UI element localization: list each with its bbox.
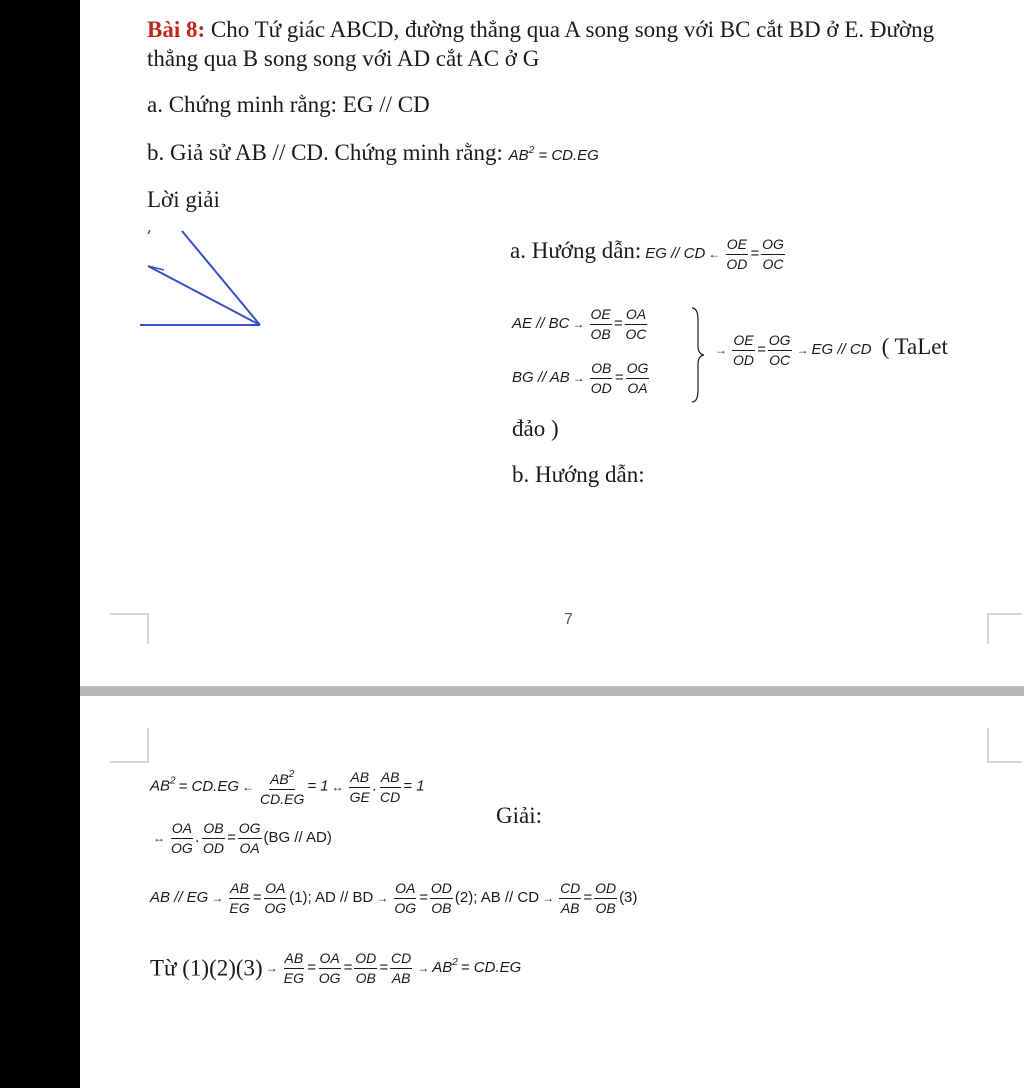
frac-oa-oc: $\frac{OA}{OC}$ [625, 306, 647, 342]
p2-dot: . [372, 777, 378, 795]
solution-heading: Lời giải [147, 187, 220, 212]
frac-og-oc: $\frac{OG}{OC}$ [762, 236, 784, 272]
p2l4-eq2: = [343, 959, 353, 977]
p2-line2 [150, 820, 332, 857]
page-divider [80, 686, 1024, 696]
p2l3-n3: (3) [619, 889, 638, 907]
conclusion-right: EG // CD [811, 341, 872, 359]
frac-og-oa-p2: $\frac{OG}{OA}$ [238, 820, 261, 856]
conclusion-arrow: → [715, 343, 727, 358]
eq-sign: = [757, 341, 766, 359]
part-b [147, 140, 599, 166]
p2l4-arrow2: → [417, 961, 430, 976]
left-black-bar [0, 0, 80, 1088]
frac-oe-od: $\frac{OE}{OD}$ [726, 236, 748, 272]
page-corner-bottom-right [986, 612, 1024, 646]
p2-arrow: ← [242, 779, 255, 794]
p2l3-eq1: = [252, 889, 262, 907]
guide-a-row2 [512, 360, 651, 397]
page-corner-top-right [986, 726, 1024, 764]
figure-tick [148, 230, 150, 234]
p2-iff: ↔ [331, 779, 344, 794]
guide-a-header [510, 236, 787, 273]
frac-ob-od: $\frac{OB}{OD}$ [590, 360, 612, 396]
p2l4-eq3: = [379, 959, 389, 977]
p2l3-a2: → [376, 891, 389, 906]
frac-og-oc-2: $\frac{OG}{OC}$ [768, 332, 791, 368]
p2l4-exp: 2 [452, 957, 458, 969]
p2l4-arrow: → [265, 961, 278, 976]
p2-exp: 2 [170, 775, 176, 787]
brace-icon [690, 306, 710, 404]
page-number: 7 [564, 611, 573, 628]
giai-label: Giải: [496, 803, 542, 828]
frac-oe-od-2: $\frac{OE}{OD}$ [733, 332, 754, 368]
guide-a-label: a. Hướng dẫn: [510, 238, 642, 264]
problem-statement-1: Cho Tứ giác ABCD, đường thẳng qua A song song với BC cắt BD ở E. Đường [210, 17, 935, 42]
frac-od-ob-l3: $\frac{OD}{OB}$ [430, 880, 452, 916]
part-a: a. Chứng minh rằng: EG // CD [147, 92, 430, 117]
frac-ab2-cdeg: $\frac{AB^2}{CD.EG}$ [259, 766, 305, 808]
frac-ob-od-p2: $\frac{OB}{OD}$ [202, 820, 224, 856]
p2-ab: AB [150, 777, 171, 795]
p2-line1 [150, 766, 425, 808]
problem-line-1 [147, 17, 934, 43]
p2l3-p1: AB // EG [150, 889, 209, 907]
p2-eq-cd: = CD.EG [178, 777, 240, 795]
page-corner-bottom-left [108, 612, 152, 646]
eq-sign: = [613, 315, 623, 333]
p2l3-n1: (1); AD // BD [289, 889, 374, 907]
guide-a-row1 [512, 306, 650, 343]
frac-od-ob-l4: $\frac{OD}{OB}$ [355, 950, 377, 986]
frac-oa-og-l3: $\frac{OA}{OG}$ [264, 880, 287, 916]
math-ab: AB [508, 147, 529, 164]
row2-left: BG // AB [512, 369, 570, 387]
p2l4-prefix: Từ (1)(2)(3) [150, 955, 263, 981]
math-exp: 2 [528, 145, 535, 156]
p2-line3 [150, 880, 637, 917]
frac-ab-ge: $\frac{AB}{GE}$ [349, 768, 370, 805]
page-corner-top-left [108, 726, 152, 764]
conclusion-arrow-2: → [796, 343, 809, 358]
geometry-figure [140, 224, 270, 334]
talet-dao: đảo ) [512, 416, 559, 441]
frac-og-oa: $\frac{OG}{OA}$ [626, 360, 649, 396]
frac-od-ob-l3b: $\frac{OD}{OB}$ [595, 880, 617, 916]
p2l4-ab: AB [432, 959, 453, 977]
p2l3-eq3: = [583, 889, 593, 907]
guide-b-label: b. Hướng dẫn: [512, 462, 645, 487]
guide-a-left: EG // CD [645, 245, 706, 263]
p2l2-note: (BG // AD) [263, 829, 332, 847]
frac-oa-og-l4: $\frac{OA}{OG}$ [318, 950, 341, 986]
frac-oa-og-l3b: $\frac{OA}{OG}$ [394, 880, 417, 916]
p2l4-rhs: = CD.EG [460, 959, 522, 977]
p2l4-eq1: = [306, 959, 316, 977]
talet-text: ( TaLet [881, 334, 948, 360]
figure-line-shallow [148, 266, 260, 325]
row1-left: AE // BC [512, 315, 570, 333]
guide-a-arrow: ← [708, 247, 721, 262]
problem-statement-2: thẳng qua B song song với AD cắt AC ở G [147, 46, 540, 71]
p2l3-n2: (2); AB // CD [454, 889, 540, 907]
frac-oe-ob: $\frac{OE}{OB}$ [590, 306, 611, 342]
figure-line-steep [182, 231, 260, 325]
p2l2-iff: ↔ [153, 831, 165, 846]
p2-eq1: = 1 [307, 777, 329, 795]
p2l3-eq2: = [419, 889, 428, 907]
eq-sign: = [614, 369, 624, 387]
frac-oa-og: $\frac{OA}{OG}$ [171, 820, 193, 856]
eq-sign: = [750, 245, 760, 263]
problem-label: Bài 8: [147, 17, 206, 42]
frac-cd-ab-l3: $\frac{CD}{AB}$ [560, 880, 581, 916]
p2-eq2: = 1 [403, 777, 425, 795]
p2l2-dot: . [195, 829, 200, 847]
guide-a-conclusion [712, 332, 948, 369]
p2l2-eq: = [226, 829, 236, 847]
frac-ab-cd: $\frac{AB}{CD}$ [380, 768, 401, 805]
frac-ab-eg: $\frac{AB}{EG}$ [229, 880, 250, 916]
frac-ab-eg-l4: $\frac{AB}{EG}$ [283, 950, 304, 986]
math-rhs: = CD.EG [538, 147, 599, 164]
part-b-math [509, 147, 599, 164]
p2-line4 [150, 950, 521, 987]
p2l3-a3: → [542, 891, 555, 906]
part-b-text: b. Giả sử AB // CD. Chứng minh rằng: [147, 140, 503, 165]
frac-cd-ab-l4: $\frac{CD}{AB}$ [391, 950, 412, 986]
row1-arrow: → [572, 317, 585, 332]
row2-arrow: → [572, 371, 585, 386]
p2l3-a1: → [211, 891, 224, 906]
